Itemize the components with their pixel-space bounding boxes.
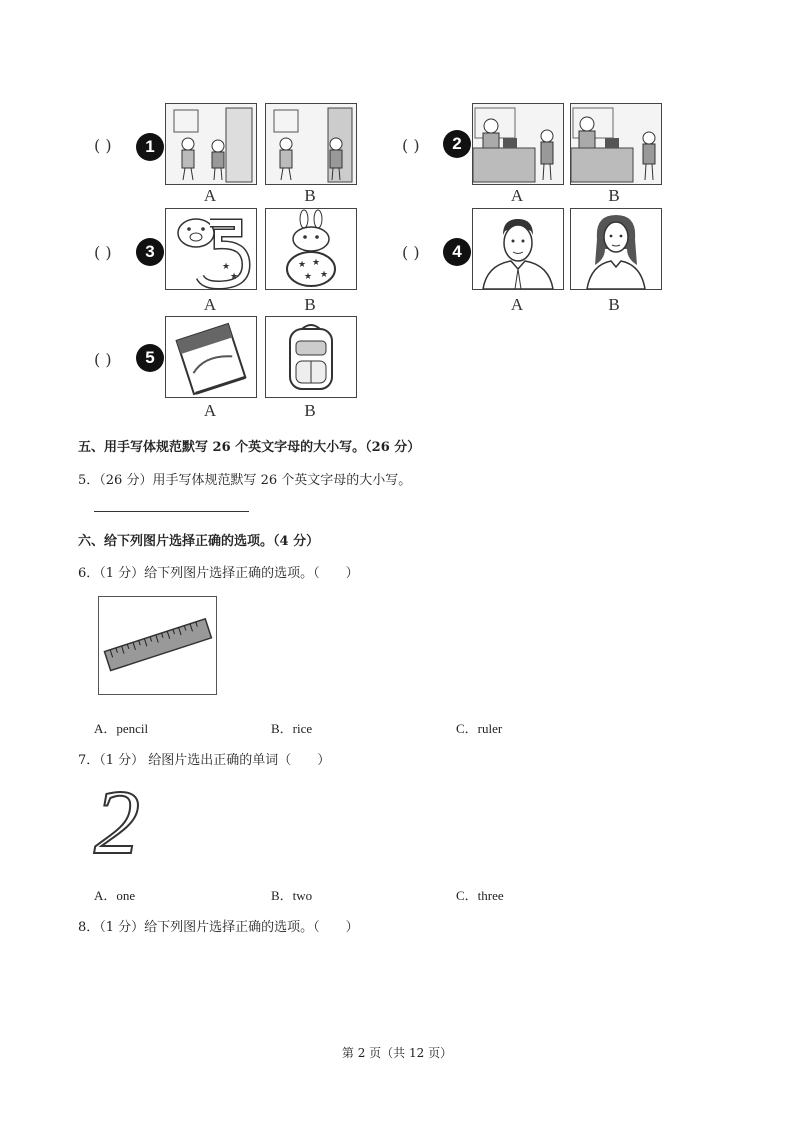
picture-1b-classroom-door	[265, 103, 357, 185]
svg-text:★: ★	[222, 262, 231, 272]
picture-4b-woman-portrait	[570, 208, 662, 290]
picture-5a-book	[165, 316, 257, 398]
number-badge-5: 5	[136, 344, 164, 372]
picture-5b-schoolbag	[265, 316, 357, 398]
number-badge-4: 4	[443, 238, 471, 266]
option-label-1a: A	[203, 186, 217, 205]
option-label-4a: A	[510, 295, 524, 314]
answer-paren-3[interactable]: ( )	[94, 243, 112, 262]
page-footer: 第 2 页（共 12 页）	[341, 1046, 453, 1060]
scene-illustration	[166, 104, 256, 184]
q7-option-b[interactable]: B．two	[271, 888, 313, 903]
picture-2a-office-desk	[472, 103, 564, 185]
q7-option-c[interactable]: C．three	[456, 888, 504, 903]
option-label-5b: B	[304, 401, 316, 420]
option-label-3b: B	[304, 295, 316, 314]
digit-two-image: 2	[94, 771, 140, 873]
section-five-heading: 五、用手写体规范默写 26 个英文字母的大小写。（26 分）	[78, 440, 421, 455]
portrait-illustration	[571, 209, 661, 289]
number-badge-1: 1	[136, 133, 164, 161]
question-8-text: 8．（1 分）给下列图片选择正确的选项。（ ）	[78, 920, 359, 935]
ruler-illustration	[99, 597, 216, 694]
number-badge-2: 2	[443, 130, 471, 158]
section-six-heading: 六、给下列图片选择正确的选项。（4 分）	[78, 534, 320, 549]
picture-2b-office-desk	[570, 103, 662, 185]
svg-text:★: ★	[320, 270, 329, 280]
option-label-2b: B	[608, 186, 620, 205]
schoolbag-illustration	[266, 317, 356, 397]
book-illustration	[166, 317, 256, 397]
number-animal-illustration	[166, 209, 256, 289]
scene-illustration	[473, 104, 563, 184]
scene-illustration	[571, 104, 661, 184]
option-label-4b: B	[608, 295, 620, 314]
scene-illustration	[266, 104, 356, 184]
svg-text:★: ★	[312, 258, 321, 268]
picture-3b-rabbit-number-8	[265, 208, 357, 290]
picture-1a-classroom-door	[165, 103, 257, 185]
answer-paren-1[interactable]: ( )	[94, 136, 112, 155]
ruler-image	[98, 596, 217, 695]
picture-4a-man-portrait	[472, 208, 564, 290]
option-label-3a: A	[203, 295, 217, 314]
q6-option-c[interactable]: C．ruler	[456, 721, 503, 736]
question-5-text: 5．（26 分）用手写体规范默写 26 个英文字母的大小写。	[78, 473, 412, 488]
option-label-2a: A	[510, 186, 524, 205]
question-6-text: 6．（1 分）给下列图片选择正确的选项。（ ）	[78, 566, 359, 581]
answer-paren-5[interactable]: ( )	[94, 350, 112, 369]
option-label-1b: B	[304, 186, 316, 205]
number-animal-illustration	[266, 209, 356, 289]
svg-text:★: ★	[230, 272, 239, 282]
portrait-illustration	[473, 209, 563, 289]
answer-blank-line[interactable]	[94, 511, 249, 512]
number-badge-3: 3	[136, 238, 164, 266]
question-7-text: 7．（1 分） 给图片选出正确的单词（ ）	[78, 753, 331, 768]
answer-paren-4[interactable]: ( )	[402, 243, 420, 262]
svg-text:★: ★	[304, 272, 313, 282]
q6-option-b[interactable]: B．rice	[271, 721, 313, 736]
q6-option-a[interactable]: A．pencil	[94, 721, 149, 736]
answer-paren-2[interactable]: ( )	[402, 136, 420, 155]
svg-text:★: ★	[298, 260, 307, 270]
q7-option-a[interactable]: A．one	[94, 888, 136, 903]
picture-3a-pig-number-5	[165, 208, 257, 290]
option-label-5a: A	[203, 401, 217, 420]
